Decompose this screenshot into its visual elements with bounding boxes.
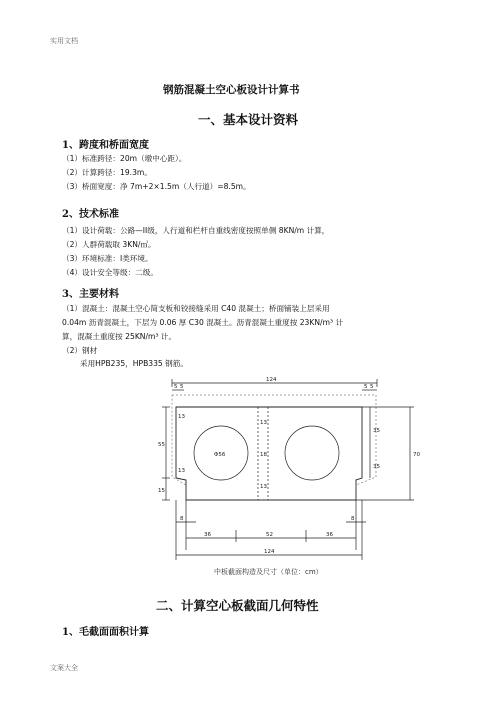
standard-item-1: （1）设计荷载：公路—II级，人行道和栏杆自重线密度按照单侧 8KN/m 计算， [62, 226, 330, 235]
dim-inner-5: 13 [178, 468, 185, 474]
material-line-5: 采用HPB235，HPB335 钢筋。 [80, 359, 188, 368]
dim-bottom-width: 124 [264, 549, 275, 555]
subsection-3-heading: 3、主要材料 [62, 289, 119, 300]
dim-left-height: 55 [158, 442, 165, 448]
material-line-2: 0.04m 沥青混凝土，下层为 0.06 厚 C30 混凝土。沥青混凝土重度按 23KN/m³ 计 [62, 318, 344, 327]
document-title: 钢筋混凝土空心板设计计算书 [163, 84, 300, 96]
page-header: 实用文档 [50, 37, 78, 45]
material-line-3: 算，混凝土重度按 25KN/m³ 计。 [62, 332, 177, 341]
dim-bottom-seg-2: 52 [266, 532, 273, 538]
span-item-1: （1）标准跨径：20m（墩中心距）。 [62, 154, 187, 163]
dim-top-left-a: 5 [174, 384, 178, 390]
dim-bottom-seg-3: 36 [326, 532, 333, 538]
dim-top-left-b: 5 [180, 384, 184, 390]
hole-diameter-label: Φ56 [214, 452, 226, 458]
dim-height-total: 70 [413, 452, 420, 458]
dim-inner-2: 18 [260, 452, 267, 458]
dim-bottom-small-left: 8 [180, 516, 184, 522]
dim-right-inner-1: 35 [373, 428, 380, 434]
cross-section-figure [0, 372, 496, 582]
dim-inner-1: 13 [260, 420, 267, 426]
standard-item-3: （3）环境标准：Ⅰ类环境。 [62, 254, 153, 263]
section-1-heading: 一、基本设计资料 [198, 112, 299, 127]
dim-left-lower: 15 [158, 488, 165, 494]
figure-caption: 中板截面构造及尺寸（单位：cm） [214, 568, 323, 576]
material-line-4: （2）钢材 [62, 346, 98, 355]
dim-top-width: 124 [266, 377, 277, 383]
subsection-2-heading: 2、技术标准 [62, 209, 119, 220]
dim-right-inner-2: 35 [373, 464, 380, 470]
span-item-3: （3）桥面宽度：净 7m+2×1.5m（人行道）=8.5m。 [62, 182, 251, 191]
dim-inner-4: 13 [178, 414, 185, 420]
section-2-sub-1-heading: 1、毛截面面积计算 [62, 627, 149, 638]
page-footer: 文案大全 [50, 664, 78, 672]
dim-inner-3: 13 [260, 484, 267, 490]
dim-top-right-a: 5 [364, 384, 368, 390]
material-line-1: （1）混凝土：混凝土空心简支板和铰接缝采用 C40 混凝土；桥面铺装上层采用 [62, 304, 330, 313]
standard-item-2: （2）人群荷载取 3KN/㎡。 [62, 240, 156, 249]
dim-bottom-small-right: 8 [351, 516, 355, 522]
span-item-2: （2）计算跨径：19.3m。 [62, 168, 152, 177]
standard-item-4: （4）设计安全等级：二级。 [62, 268, 158, 277]
dim-bottom-seg-1: 36 [204, 532, 211, 538]
dim-top-right-b: 5 [370, 384, 374, 390]
subsection-1-heading: 1、跨度和桥面宽度 [62, 140, 149, 151]
section-2-heading: 二、计算空心板截面几何特性 [156, 598, 319, 613]
